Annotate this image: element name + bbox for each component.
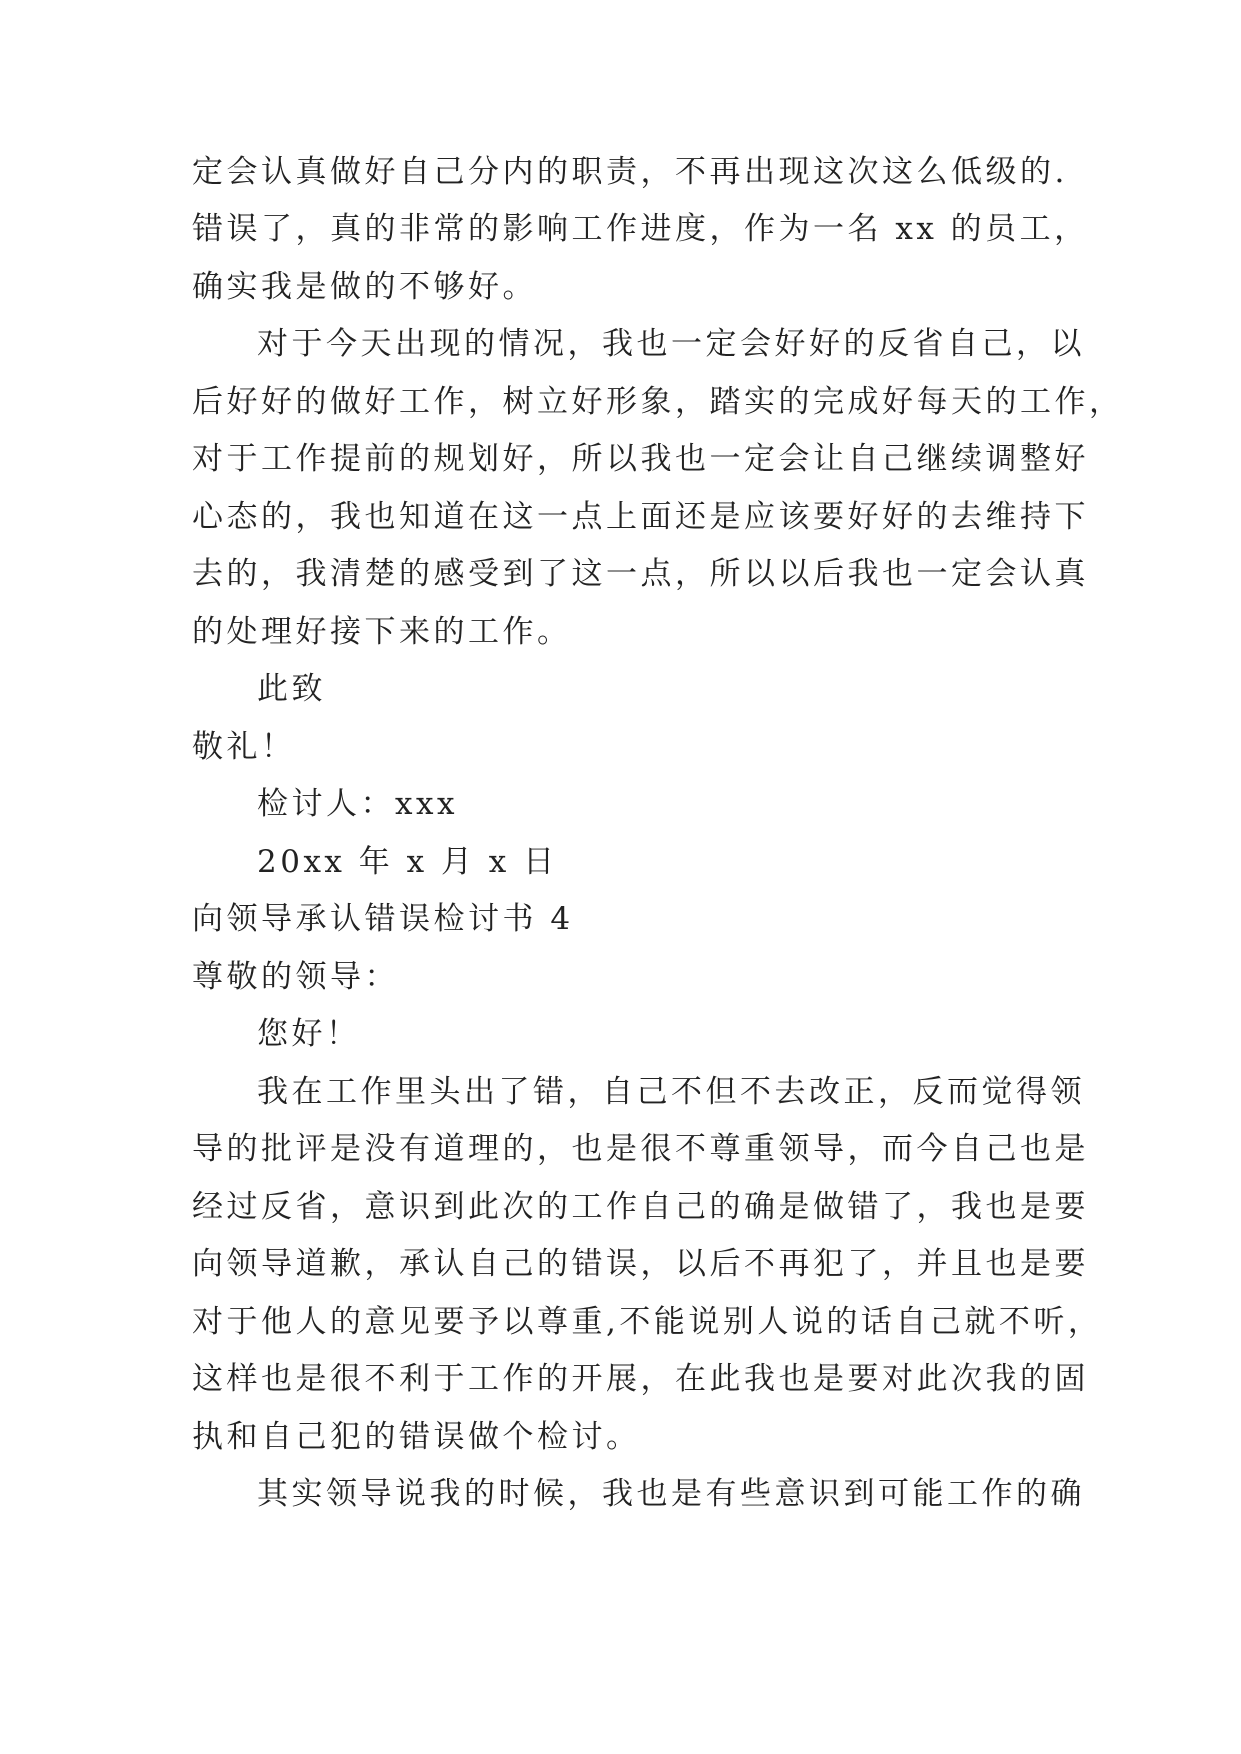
text-line: 的处理好接下来的工作。 <box>192 614 572 650</box>
text-line: 错误了，真的非常的影响工作进度，作为一名 xx 的员工， <box>192 211 1089 247</box>
paragraph-start-line: 其实领导说我的时候，我也是有些意识到可能工作的确 <box>257 1476 1085 1512</box>
text-line: 后好好的做好工作，树立好形象，踏实的完成好每天的工作， <box>192 384 1124 420</box>
signature-line: 检讨人：xxx <box>257 786 458 822</box>
greeting: 尊敬的领导： <box>192 959 399 995</box>
text-line: 去的，我清楚的感受到了这一点，所以以后我也一定会认真 <box>192 556 1089 592</box>
paragraph-start-line: 对于今天出现的情况，我也一定会好好的反省自己，以 <box>257 326 1085 362</box>
paragraph-start-line: 我在工作里头出了错，自己不但不去改正，反而觉得领 <box>257 1074 1085 1110</box>
text-line: 向领导道歉，承认自己的错误，以后不再犯了，并且也是要 <box>192 1246 1089 1282</box>
section-title: 向领导承认错误检讨书 4 <box>192 901 574 937</box>
date-line: 20xx 年 x 月 x 日 <box>257 844 558 880</box>
text-line: 导的批评是没有道理的，也是很不尊重领导，而今自己也是 <box>192 1131 1089 1167</box>
text-line: 这样也是很不利于工作的开展，在此我也是要对此次我的固 <box>192 1361 1089 1397</box>
text-line: 确实我是做的不够好。 <box>192 269 537 305</box>
salutation-closing: 敬礼！ <box>192 729 296 765</box>
greeting-hello: 您好！ <box>257 1016 361 1052</box>
text-line: 执和自己犯的错误做个检讨。 <box>192 1419 641 1455</box>
closing-line: 此致 <box>257 671 326 707</box>
text-line: 心态的，我也知道在这一点上面还是应该要好好的去维持下 <box>192 499 1089 535</box>
text-line: 经过反省，意识到此次的工作自己的确是做错了，我也是要 <box>192 1189 1089 1225</box>
text-line: 定会认真做好自己分内的职责，不再出现这次这么低级的. <box>192 154 1068 190</box>
text-line: 对于他人的意见要予以尊重,不能说别人说的话自己就不听， <box>192 1304 1103 1340</box>
text-line: 对于工作提前的规划好，所以我也一定会让自己继续调整好 <box>192 441 1089 477</box>
